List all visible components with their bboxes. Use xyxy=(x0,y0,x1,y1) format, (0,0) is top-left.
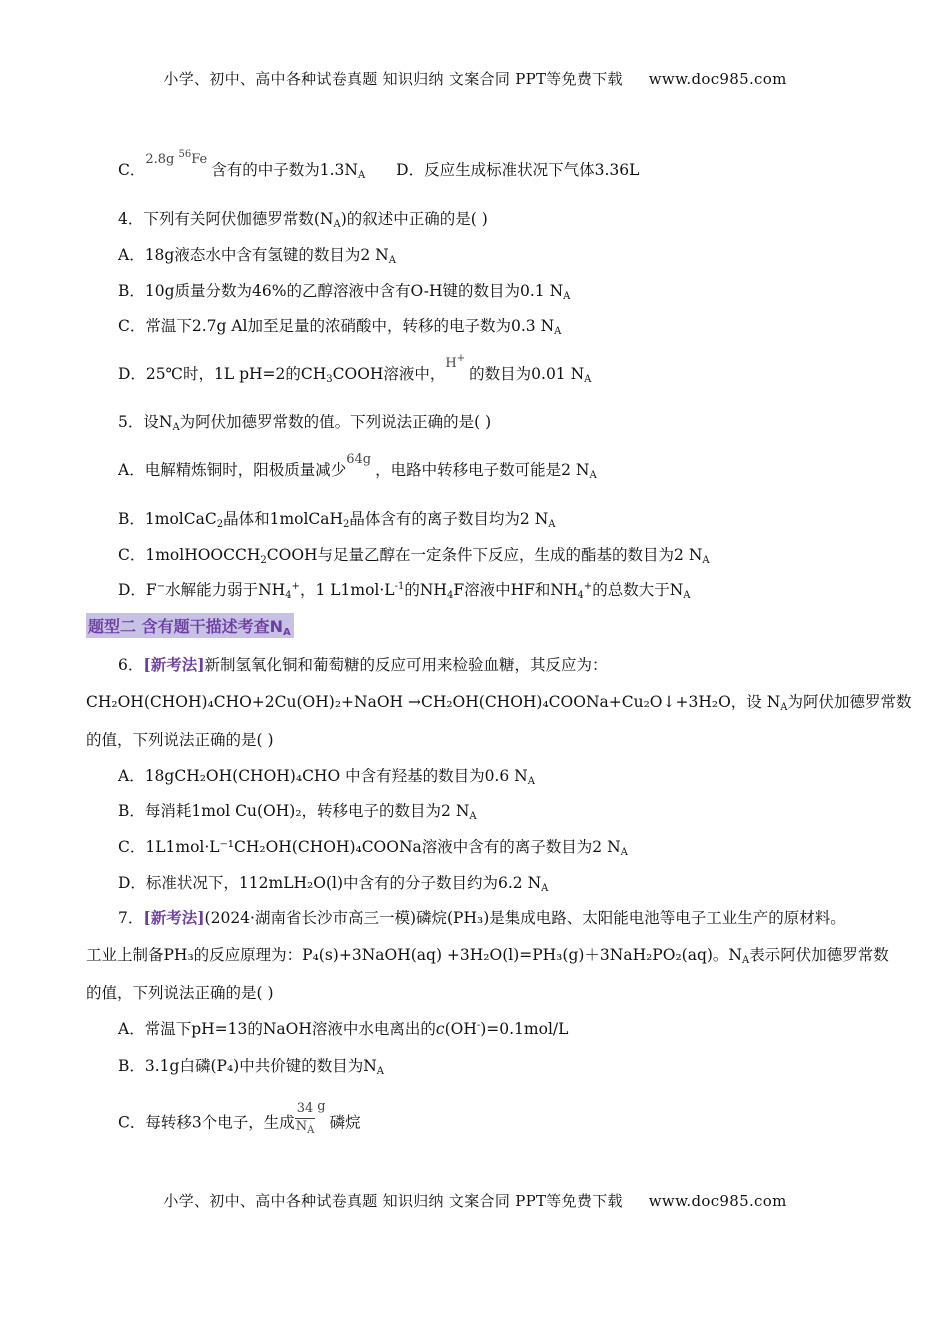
q7-reaction: 工业上制备PH₃的反应原理为：P₄(s)+3NaOH(aq) +3H₂O(l)=PH₃(g)＋3NaH₂PO₂(aq)。$N_A$表示阿伏加德罗常数 xyxy=(86,946,889,966)
q4-stem: 4．下列有关阿伏伽德罗常数$(N_A)$的叙述中正确的是( ) xyxy=(118,210,488,230)
new-method-tag: [新考法] xyxy=(143,655,205,674)
q3-option-d: D．反应生成标准状况下气体3.36L xyxy=(396,161,640,179)
q6-option-b: B．每消耗1mol Cu(OH)₂，转移电子的数目为2 $N_A$ xyxy=(118,802,477,822)
q4-option-b: B．10g质量分数为46%的乙醇溶液中含有O-H键的数目为0.1 $N_A$ xyxy=(118,282,571,302)
footer-url[interactable]: www.doc985.com xyxy=(648,1192,787,1210)
new-method-tag: [新考法] xyxy=(143,908,205,927)
fraction-34-over-na: $\frac{34}{N_A}$ xyxy=(295,1101,315,1136)
q7-stem: 7．[新考法](2024·湖南省长沙市高三一模)磷烷(PH₃)是集成电路、太阳能电池等电子工业生产的原材料。 xyxy=(118,908,846,927)
footer-text: 小学、初中、高中各种试卷真题 知识归纳 文案合同 PPT等免费下载 xyxy=(163,1192,623,1210)
formula-image-64g: 64g xyxy=(346,452,372,467)
header-url[interactable]: www.doc985.com xyxy=(648,70,787,88)
header-text: 小学、初中、高中各种试卷真题 知识归纳 文案合同 PPT等免费下载 xyxy=(163,70,623,88)
formula-image-2.8g-fe: 2.8g $^{56}$Fe xyxy=(145,149,208,167)
q4-option-d: D．25℃时，1L pH=2的$CH_3COOH$溶液中，H+的数目为0.01 $N_A$ xyxy=(118,353,592,385)
q7-option-a: A．常温下pH=13的NaOH溶液中水电离出的c(OH-)=0.1mol/L xyxy=(118,1020,569,1038)
q6-stem: 6．[新考法]新制氢氧化铜和葡萄糖的反应可用来检验血糖，其反应为： xyxy=(118,655,608,674)
q4-option-a: A．18g液态水中含有氢键的数目为2 $N_A$ xyxy=(118,246,396,266)
q5-option-d: D．F−水解能力弱于$NH_4^+$，1 $L1mol\cdot L^{-1}$的$NH_4F$溶液中HF和$NH_4^+$的总数大于$N_A$ xyxy=(118,581,691,601)
q5-option-b: B．1molCaC$_2$晶体和1molCaH$_2$晶体含有的离子数目均为2 $N_A$ xyxy=(118,510,556,530)
q6-stem-end: 的值，下列说法正确的是( ) xyxy=(86,731,274,749)
q6-option-a: A．18gCH₂OH(CHOH)₄CHO 中含有羟基的数目为0.6 $N_A$ xyxy=(118,767,535,787)
q6-option-c: C．1L1mol·L⁻¹CH₂OH(CHOH)₄COONa溶液中含有的离子数目为2 $N_A$ xyxy=(118,838,628,858)
section-heading-type-2: 题型二 含有题干描述考查$N_A$ xyxy=(86,613,294,638)
page-header xyxy=(0,68,950,89)
q4-option-c: C．常温下2.7g Al加至足量的浓硝酸中，转移的电子数为0.3 $N_A$ xyxy=(118,317,562,337)
q7-stem-end: 的值，下列说法正确的是( ) xyxy=(86,984,274,1002)
q6-equation: CH₂OH(CHOH)₄CHO+2Cu(OH)₂+NaOH →CH₂OH(CHOH)₄COONa+Cu₂O↓+3H₂O，设 $N_A$为阿伏加德罗常数 xyxy=(86,693,912,713)
q3-option-c-d: C．2.8g $^{56}$Fe含有的中子数为$1.3N_A$ D．反应生成标准状况下气体3.36L xyxy=(118,149,640,181)
q7-option-c: C．每转移3个电子，生成 $\frac{34}{N_A}$ $^g$磷烷 xyxy=(118,1098,361,1136)
q5-stem: 5．设$N_A$为阿伏加德罗常数的值。下列说法正确的是( ) xyxy=(118,413,492,433)
formula-image-h-plus: H+ xyxy=(445,353,466,371)
page-footer xyxy=(0,1190,950,1211)
q7-option-b: B．3.1g白磷(P₄)中共价键的数目为$N_A$ xyxy=(118,1057,384,1077)
q6-option-d: D．标准状况下，112mLH₂O(l)中含有的分子数目约为6.2 $N_A$ xyxy=(118,874,549,894)
q5-option-c: C．1molHOOCCH$_2$COOH与足量乙醇在一定条件下反应，生成的酯基的数目为2 $N_A$ xyxy=(118,546,710,566)
q5-option-a: A．电解精炼铜时，阳极质量减少64g，电路中转移电子数可能是2 $N_A$ xyxy=(118,452,597,481)
